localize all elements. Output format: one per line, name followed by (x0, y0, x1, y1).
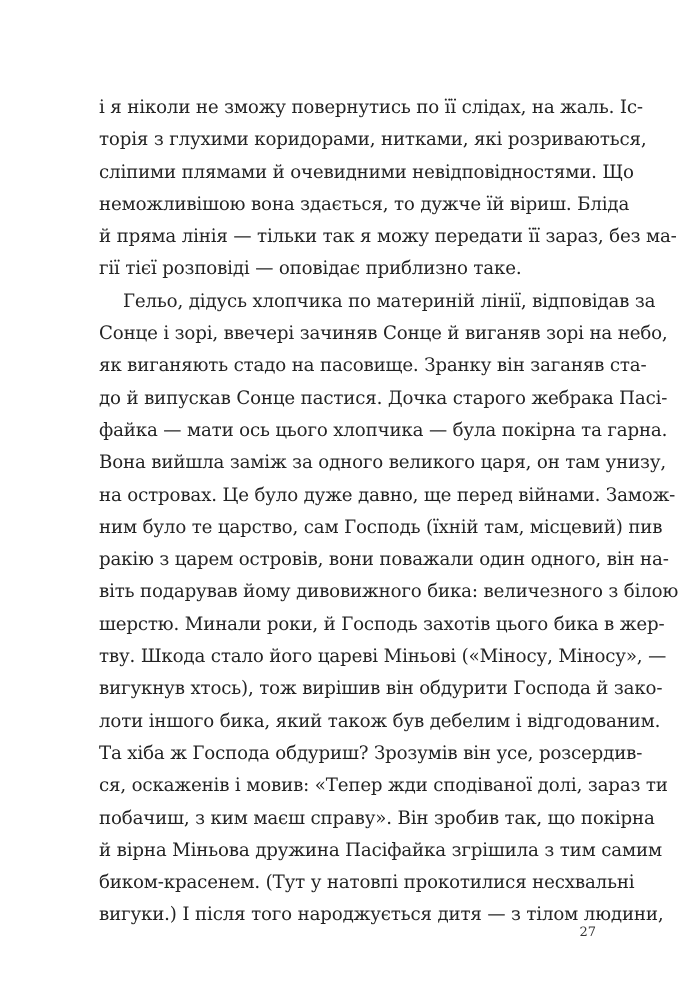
text-line: лоти іншого бика, який також був дебелим і відгодованим. (99, 710, 661, 732)
text-line: вигуки.) І після того народжується дитя — з тілом людини, (99, 904, 664, 926)
text-line: віть подарував йому дивовижного бика: величезного з білою (99, 581, 678, 603)
text-line: на островах. Це було дуже давно, ще перед війнами. Замож- (99, 484, 676, 506)
text-line: файка — мати ось цього хлопчика — була покірна та гарна. (99, 419, 668, 441)
text-line: ракію з царем островів, вони поважали один одного, він на- (99, 549, 669, 571)
text-line: тву. Шкода стало його цареві Міньові («Міносу, Міносу», — (99, 646, 667, 668)
page-number: 27 (579, 925, 596, 940)
text-line: биком-красенем. (Тут у натовпі прокотилися несхвальні (99, 872, 635, 894)
text-line: і я ніколи не зможу повернутись по її слідах, на жаль. Іс- (99, 97, 643, 118)
text-line: й пряма лінія — тільки так я можу передати її зараз, без ма- (99, 226, 677, 248)
text-line: Сонце і зорі, ввечері зачиняв Сонце й виганяв зорі на небо, (99, 323, 668, 345)
text-line: шерстю. Минали роки, й Господь захотів цього бика в жер- (99, 613, 665, 635)
text-line: ним було те царство, сам Господь (їхній там, місцевий) пив (99, 516, 663, 538)
text-line: ся, оскаженів і мовив: «Тепер жди сподіваної долі, зараз ти (99, 775, 668, 797)
text-line: неможливішою вона здається, то дужче їй віриш. Бліда (99, 193, 630, 215)
text-line: Та хіба ж Господа обдуриш? Зрозумів він усе, розсердив- (99, 742, 643, 764)
text-line: сліпими плямами й очевидними невідповідностями. Що (99, 161, 634, 183)
text-line: вигукнув хтось), тож вирішив він обдурити Господа й зако- (99, 678, 663, 700)
text-line: до й випускав Сонце пастися. Дочка старого жебрака Пасі- (99, 387, 668, 409)
text-line-paragraph-end: гії тієї розповіді — оповідає приблизно таке. (99, 258, 522, 280)
text-line: й вірна Міньова дружина Пасіфайка згрішила з тим самим (99, 839, 662, 861)
text-line: як виганяють стадо на пасовище. Зранку він заганяв ста- (99, 355, 647, 377)
text-line-paragraph-start: Гельо, дідусь хлопчика по материній лінії, відповідав за (123, 290, 656, 312)
text-line: торія з глухими коридорами, нитками, які розриваються, (99, 129, 647, 151)
text-line: побачиш, з ким маєш справу». Він зробив так, що покірна (99, 807, 655, 829)
text-line: Вона вийшла заміж за одного великого царя, он там унизу, (99, 452, 667, 474)
page-body (99, 92, 678, 932)
